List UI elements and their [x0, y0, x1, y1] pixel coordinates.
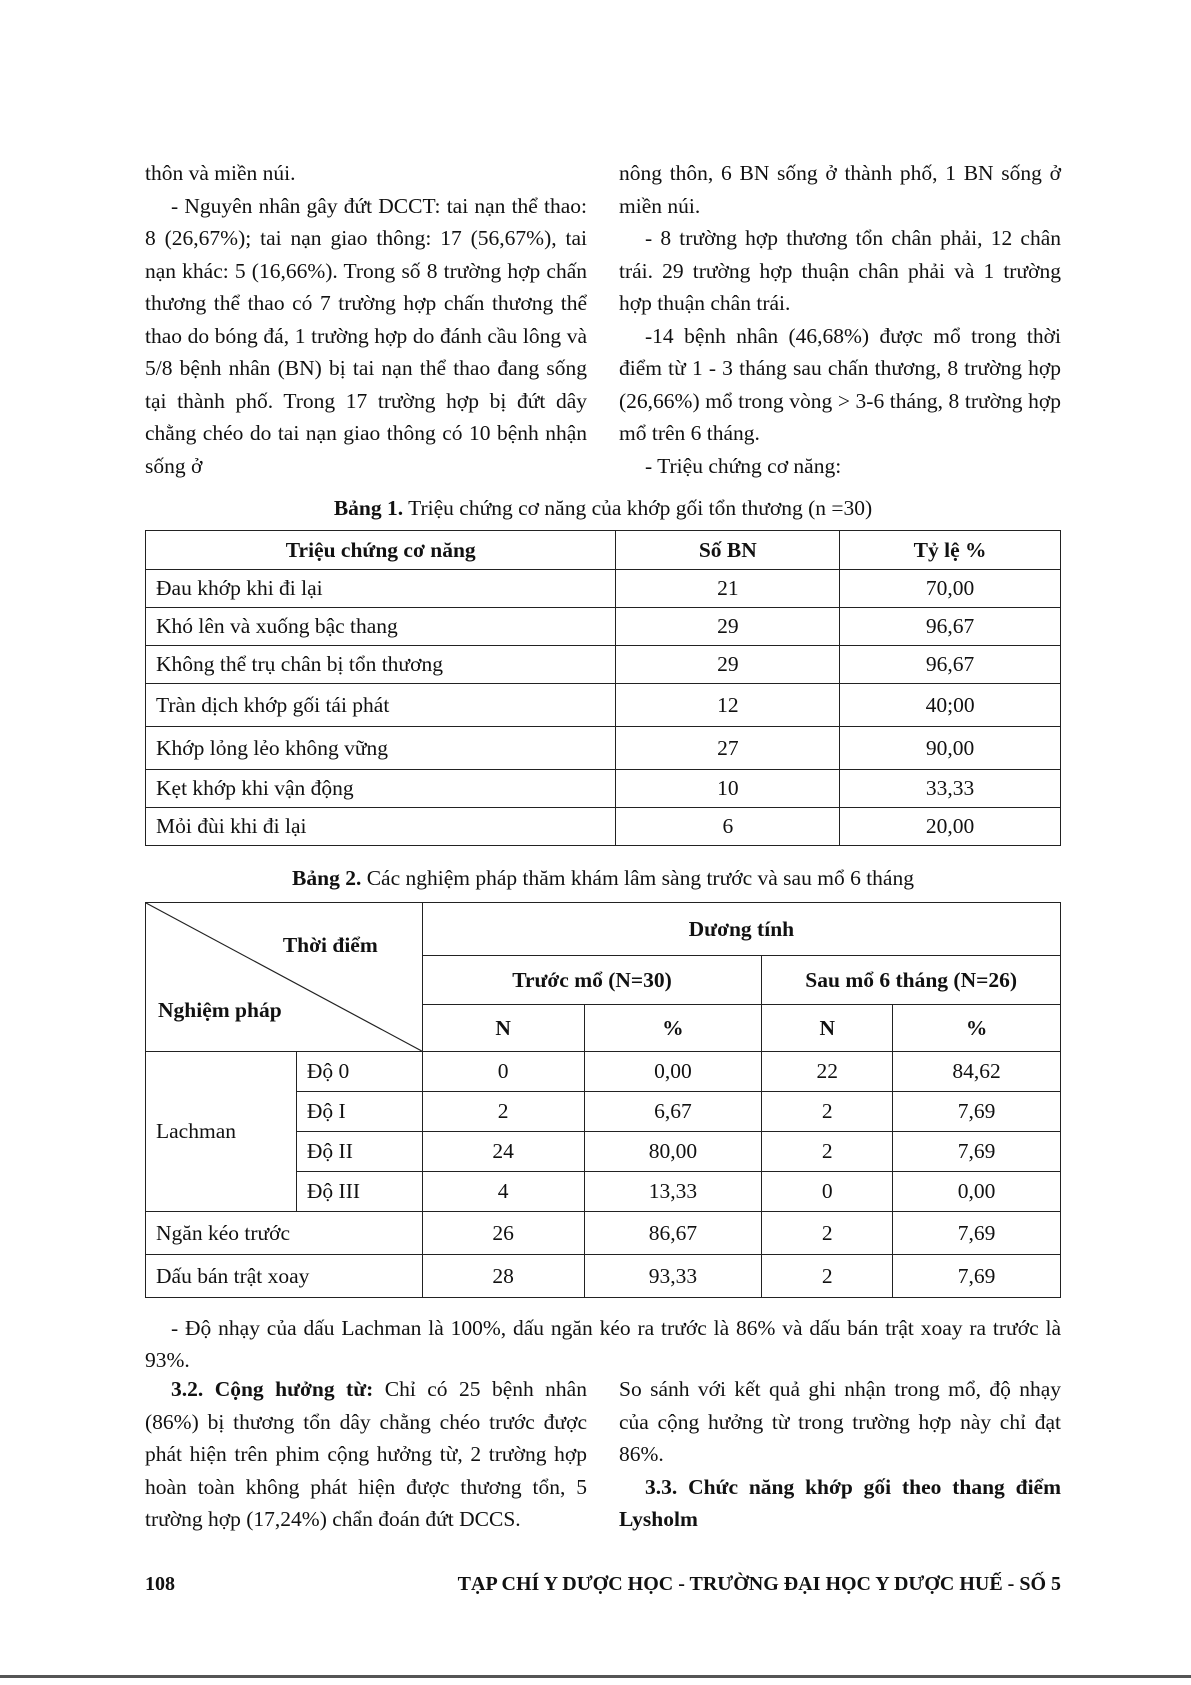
table-cell: 2	[762, 1092, 893, 1132]
table-cell: 29	[616, 608, 840, 646]
table-cell: 2	[762, 1212, 893, 1255]
table-row	[146, 770, 1061, 808]
table2-caption-label: Bảng 2.	[292, 866, 362, 890]
corner-top-label: Thời điểm	[282, 933, 378, 957]
table-cell: 2	[762, 1255, 893, 1298]
table-header-row	[146, 903, 1061, 956]
table-cell: 20,00	[840, 808, 1061, 846]
paragraph: -14 bệnh nhân (46,68%) được mổ trong thời điểm từ 1 - 3 tháng sau chấn thương, 8 trường hợp (26,66%) mổ trong vòng > 3-6 tháng, 8 trường hợp mổ trên 6 tháng.	[619, 323, 1061, 445]
table-cell: 70,00	[840, 570, 1061, 608]
table-cell: 0,00	[893, 1172, 1061, 1212]
table-row	[146, 1052, 1061, 1092]
table-cell: 4	[422, 1172, 584, 1212]
table-cell: 7,69	[893, 1255, 1061, 1298]
table2	[145, 902, 1061, 1298]
table2-caption	[145, 866, 1061, 891]
table-cell: 0	[762, 1172, 893, 1212]
table-cell: 28	[422, 1255, 584, 1298]
table-row	[146, 808, 1061, 846]
table-header: Số BN	[616, 531, 840, 570]
sensitivity-note: - Độ nhạy của dấu Lachman là 100%, dấu ngăn kéo ra trước là 86% và dấu bán trật xoay ra trước là 93%.	[145, 1316, 1061, 1372]
table1	[145, 530, 1061, 846]
paragraph: nông thôn, 6 BN sống ở thành phố, 1 BN sống ở miền núi.	[619, 161, 1061, 218]
table-cell: Lachman	[146, 1052, 297, 1212]
paragraph: - 8 trường hợp thương tổn chân phải, 12 chân trái. 29 trường hợp thuận chân phải và 1 trường hợp thuận chân trái.	[619, 226, 1061, 315]
table-cell: 2	[762, 1132, 893, 1172]
table-cell: 93,33	[584, 1255, 762, 1298]
table-cell: 21	[616, 570, 840, 608]
table-cell: 96,67	[840, 646, 1061, 684]
table-cell: Độ III	[296, 1172, 422, 1212]
table-cell: 6	[616, 808, 840, 846]
table-cell: 2	[422, 1092, 584, 1132]
paragraph: So sánh với kết quả ghi nhận trong mổ, độ nhạy của cộng hưởng từ trong trường hợp này chỉ đạt 86%.	[619, 1377, 1061, 1466]
bottom-right-column	[619, 1373, 1061, 1536]
table-cell: 86,67	[584, 1212, 762, 1255]
paragraph: thôn và miền núi.	[145, 161, 296, 185]
table-cell: 29	[616, 646, 840, 684]
table-cell: Độ I	[296, 1092, 422, 1132]
table-cell: 26	[422, 1212, 584, 1255]
paragraph	[145, 1373, 587, 1536]
table-cell: Tràn dịch khớp gối tái phát	[146, 684, 616, 727]
table-header: Trước mổ (N=30)	[422, 956, 762, 1005]
page-number: 108	[145, 1573, 175, 1595]
table-cell: 22	[762, 1052, 893, 1092]
bottom-left-column	[145, 1373, 587, 1536]
table-cell: Ngăn kéo trước	[146, 1212, 423, 1255]
table-header: %	[893, 1005, 1061, 1052]
journal-name: TẠP CHÍ Y DƯỢC HỌC - TRƯỜNG ĐẠI HỌC Y DƯỢC HUẾ - SỐ 5	[457, 1573, 1061, 1595]
table-cell: 90,00	[840, 727, 1061, 770]
table-cell: Không thể trụ chân bị tổn thương	[146, 646, 616, 684]
table-corner-cell	[146, 903, 423, 1052]
top-left-column	[145, 157, 587, 482]
table-cell: 0	[422, 1052, 584, 1092]
table-row	[146, 1212, 1061, 1255]
paragraph: - Nguyên nhân gây đứt DCCT: tai nạn thể thao: 8 (26,67%); tai nạn giao thông: 17 (56,67%), tai nạn khác: 5 (16,66%). Trong số 8 trường hợp chấn thương thể thao có 7 trường hợp chấn thương thể thao do bóng đá, 1 trường hợp do đánh cầu lông và 5/8 bệnh nhân (BN) bị tai nạn thể thao đang sống tại thành phố. Trong 17 trường hợp bị đứt dây chằng chéo do tai nạn giao thông có 10 bệnh nhận sống ở	[145, 193, 587, 478]
corner-bottom-label: Nghiệm pháp	[158, 998, 282, 1022]
diagonal-line	[146, 903, 422, 1051]
section-heading: 3.3. Chức năng khớp gối theo thang điểm Lysholm	[619, 1474, 1061, 1531]
table-header-row	[146, 531, 1061, 570]
table-header: Sau mổ 6 tháng (N=26)	[762, 956, 1061, 1005]
top-right-column	[619, 157, 1061, 482]
table-cell: 96,67	[840, 608, 1061, 646]
table-header: Triệu chứng cơ năng	[146, 531, 616, 570]
table-cell: 40;00	[840, 684, 1061, 727]
table-header: Tỷ lệ %	[840, 531, 1061, 570]
table-row	[146, 1255, 1061, 1298]
bottom-columns	[145, 1373, 1061, 1536]
table-cell: Kẹt khớp khi vận động	[146, 770, 616, 808]
table-cell: 24	[422, 1132, 584, 1172]
table-cell: Khớp lỏng lẻo không vững	[146, 727, 616, 770]
table-cell: 27	[616, 727, 840, 770]
table-cell: 7,69	[893, 1212, 1061, 1255]
table-row	[146, 684, 1061, 727]
table1-caption	[145, 496, 1061, 521]
table-cell: Khó lên và xuống bậc thang	[146, 608, 616, 646]
table-cell: Mỏi đùi khi đi lại	[146, 808, 616, 846]
section-heading: 3.2. Cộng hưởng từ:	[171, 1377, 374, 1401]
table-header: %	[584, 1005, 762, 1052]
table-cell: 84,62	[893, 1052, 1061, 1092]
table-cell: 80,00	[584, 1132, 762, 1172]
bottom-rule	[0, 1675, 1191, 1678]
table2-caption-text: Các nghiệm pháp thăm khám lâm sàng trước và sau mổ 6 tháng	[361, 866, 914, 890]
top-columns	[145, 157, 1061, 482]
table-cell: Độ II	[296, 1132, 422, 1172]
table-cell: 7,69	[893, 1092, 1061, 1132]
paragraph: - Triệu chứng cơ năng:	[645, 453, 842, 478]
table-cell: 13,33	[584, 1172, 762, 1212]
table-row	[146, 570, 1061, 608]
table-header: N	[762, 1005, 893, 1052]
table-row	[146, 608, 1061, 646]
table1-caption-text: Triệu chứng cơ năng của khớp gối tổn thương (n =30)	[403, 496, 873, 520]
table-cell: 0,00	[584, 1052, 762, 1092]
table-header: N	[422, 1005, 584, 1052]
table-cell: 7,69	[893, 1132, 1061, 1172]
table-cell: 33,33	[840, 770, 1061, 808]
table-cell: 6,67	[584, 1092, 762, 1132]
table-cell: 10	[616, 770, 840, 808]
table-cell: Độ 0	[296, 1052, 422, 1092]
table-cell: 12	[616, 684, 840, 727]
paragraph-text: Chỉ có 25 bệnh nhân (86%) bị thương tổn dây chằng chéo trước được phát hiện trên phim cộng hưởng từ, 2 trường hợp hoàn toàn không phát hiện được thương tổn, 5 trường hợp (17,24%) chẩn đoán đứt DCCS.	[145, 1377, 587, 1531]
table1-caption-label: Bảng 1.	[333, 496, 404, 520]
table-row	[146, 646, 1061, 684]
table-cell: Đau khớp khi đi lại	[146, 570, 616, 608]
table-group-header: Dương tính	[422, 903, 1060, 956]
page-footer	[145, 1573, 1061, 1596]
table-row	[146, 727, 1061, 770]
table-cell: Dấu bán trật xoay	[146, 1255, 423, 1298]
